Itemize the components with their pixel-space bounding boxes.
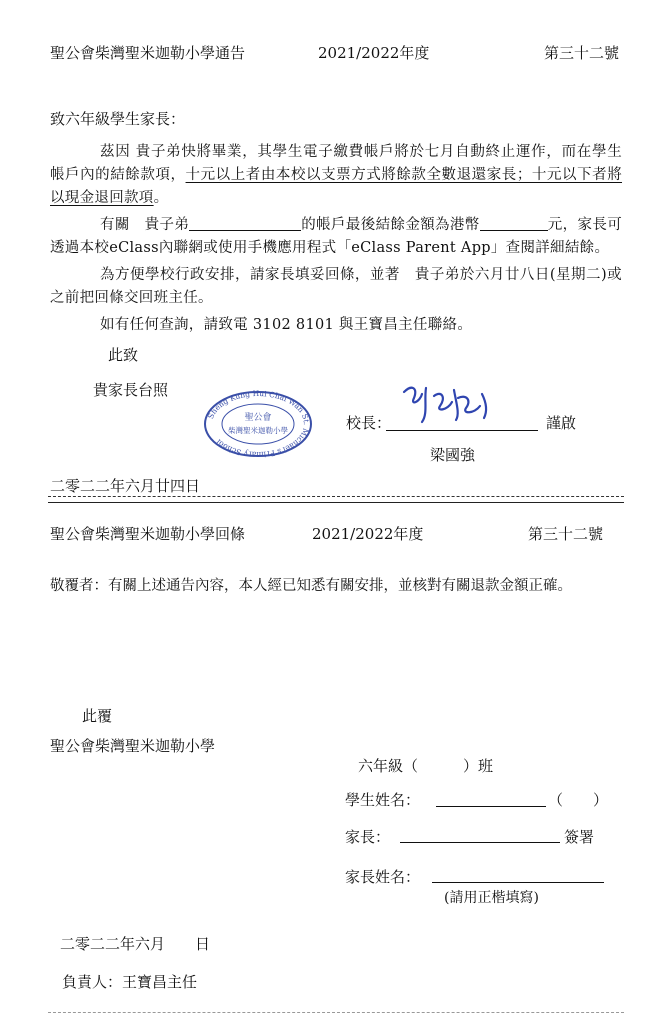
salutation: 致六年級學生家長： <box>50 110 186 128</box>
reply-number: 第三十二號 <box>528 525 604 543</box>
paragraph-refund <box>50 141 622 210</box>
reply-statement: 敬覆者：有關上述通告內容，本人經已知悉有關安排，並核對有關退款金額正確。 <box>50 578 572 594</box>
class-field[interactable]: 六年級（ ）班 <box>358 757 494 775</box>
paragraph-refund-text: 茲因 貴子弟快將畢業，其學生電子繳費帳戶將於七月自動終止運作，而在學生帳戶內的結餘款項， <box>50 144 622 183</box>
refund-method-underlined: 十元以上者由本校以支票方式將餘款全數退還家長；十元以下者將以現金退回款項 <box>50 167 623 206</box>
student-name-label: 學生姓名： <box>345 791 421 809</box>
reply-year: 2021/2022年度 <box>312 525 424 543</box>
paragraph-return-slip: 為方便學校行政安排，請家長填妥回條，並著 貴子弟於六月廿八日(星期二)或之前把回條交回班主任。 <box>50 267 622 306</box>
reply-school-name: 聖公會柴灣聖米迦勒小學回條 <box>50 525 246 543</box>
balance-text-3: 元，家長可透過本校eClass內聯網或使用手機應用程式「eClass Parent App」查閱詳細結餘。 <box>50 217 623 256</box>
balance-text-2: 的帳戶最後結餘金額為港幣 <box>301 217 480 233</box>
parent-signature-field[interactable] <box>400 822 560 843</box>
cut-line-dashed <box>48 496 624 497</box>
parent-name-field[interactable] <box>432 862 604 883</box>
closing: 此致 <box>108 346 139 364</box>
seal-top-text: 聖公會 <box>244 413 272 423</box>
principal-signature <box>396 380 496 428</box>
paragraph-enquiry: 如有任何查詢，請致電 3102 8101 與王寶昌主任聯絡。 <box>100 317 473 333</box>
recipient: 貴家長台照 <box>93 381 169 399</box>
sign-label: 簽署 <box>564 828 595 846</box>
student-name-field[interactable] <box>436 786 546 807</box>
reply-closing: 此覆 <box>82 707 113 725</box>
seal-bottom-text: 柴灣聖米迦勒小學 <box>228 426 288 435</box>
principal-name: 梁國強 <box>430 446 476 464</box>
parent-label: 家長： <box>345 828 391 846</box>
print-hint: (請用正楷填寫) <box>444 890 539 906</box>
notice-number: 第三十二號 <box>544 44 620 62</box>
principal-label: 校長： <box>346 414 392 432</box>
student-number-paren: （ ） <box>548 791 609 809</box>
paragraph-balance <box>50 214 622 260</box>
balance-text-1: 有關 貴子弟 <box>100 217 190 233</box>
bottom-border <box>48 1012 624 1013</box>
notice-date: 二零二二年六月廿四日 <box>50 477 201 495</box>
cut-line-solid <box>48 502 624 503</box>
paragraph-refund-end: 。 <box>153 190 169 206</box>
reply-recipient: 聖公會柴灣聖米迦勒小學 <box>50 737 216 755</box>
notice-year: 2021/2022年度 <box>318 44 430 62</box>
amount-blank <box>480 216 548 231</box>
student-name-blank <box>189 216 301 231</box>
school-seal <box>202 390 314 458</box>
parent-name-label: 家長姓名： <box>345 868 421 886</box>
reply-date[interactable]: 二零二二年六月 日 <box>60 935 211 953</box>
respect-closing: 謹啟 <box>546 414 577 432</box>
notice-school-name: 聖公會柴灣聖米迦勒小學通告 <box>50 44 246 62</box>
seal-outer-text: Sheng Kung Hui Chai Wan St. Michael's Primary School <box>206 388 312 460</box>
responsible-person: 負責人：王寶昌主任 <box>62 973 198 991</box>
